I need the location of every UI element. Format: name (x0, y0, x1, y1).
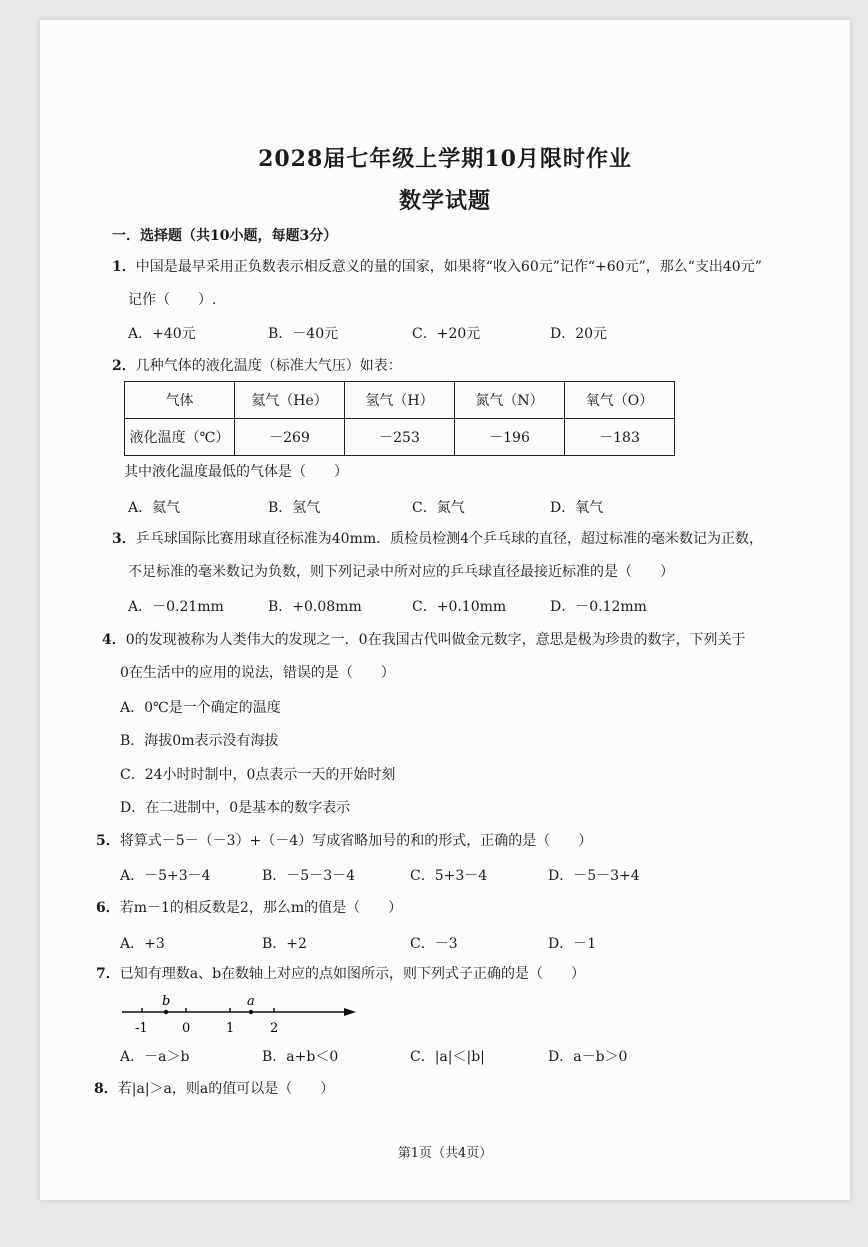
option-c: C．|a|＜|b| (410, 1049, 485, 1065)
tick-label: 0 (182, 1021, 191, 1036)
point-b-dot (164, 1010, 168, 1014)
option-d: D．a－b＞0 (548, 1049, 628, 1065)
option-d: D．－0.12mm (550, 599, 647, 615)
table-cell: －253 (345, 419, 455, 456)
question-number: 6． (96, 900, 120, 916)
question-number: 5． (96, 833, 120, 849)
table-cell: 氦气（He） (235, 382, 345, 419)
question-2 (112, 355, 402, 377)
option-c: C．－3 (410, 936, 458, 952)
table-cell: 氮气（N） (455, 382, 565, 419)
option-d: D．20元 (550, 326, 608, 342)
question-number: 4． (102, 632, 126, 648)
question-text: 若|a|＞a，则a的值可以是（ ） (117, 1081, 335, 1097)
question-number: 2． (112, 358, 136, 374)
question-text: 乒乓球国际比赛用球直径标准为40mm．质检员检测4个乒乓球的直径，超过标准的毫米数记为正数， (135, 531, 764, 547)
option-c: C．5+3－4 (410, 868, 488, 884)
exam-page (40, 20, 850, 1200)
table-cell: －269 (235, 419, 345, 456)
option-a: A．+40元 (128, 326, 196, 342)
option-d: D．氧气 (550, 500, 604, 516)
section-heading: 一．选择题（共10小题，每题3分） (112, 228, 338, 244)
table-cell: －196 (455, 419, 565, 456)
question-number: 8． (94, 1081, 118, 1097)
option-a: A．氦气 (128, 500, 181, 516)
option-a: A．－0.21mm (128, 599, 224, 615)
gas-table (124, 381, 675, 456)
option-c: C．+0.10mm (412, 599, 507, 615)
question-3-line2: 不足标准的毫米数记为负数，则下列记录中所对应的乒乓球直径最接近标准的是（ ） (128, 564, 674, 580)
table-cell: 液化温度（℃） (125, 419, 235, 456)
question-5 (96, 830, 592, 852)
question-1-line2: 记作（ ）. (128, 292, 217, 308)
question-1 (112, 256, 762, 278)
question-2-followup: 其中液化温度最低的气体是（ ） (124, 464, 348, 480)
question-4 (102, 629, 746, 651)
option-b: B．－40元 (268, 326, 339, 342)
table-cell: 氧气（O） (565, 382, 675, 419)
option-a: A．－a＞b (120, 1049, 190, 1065)
option-b: B．+2 (262, 936, 307, 952)
number-line-figure (120, 993, 360, 1043)
question-text: 几种气体的液化温度（标准大气压）如表： (135, 358, 402, 374)
option-d: D．－5－3+4 (548, 868, 640, 884)
option-a: A．+3 (120, 936, 165, 952)
question-text: 0的发现被称为人类伟大的发现之一．0在我国古代叫做金元数字，意思是极为珍贵的数字，下列关于 (125, 632, 746, 648)
option-c: C．氮气 (412, 500, 465, 516)
question-number: 1． (112, 259, 136, 275)
option-d: D．在二进制中，0是基本的数字表示 (120, 800, 351, 816)
question-3 (112, 528, 763, 550)
exam-title: 2028届七年级上学期10月限时作业 (258, 146, 632, 172)
table-row (125, 419, 675, 456)
question-text: 已知有理数a、b在数轴上对应的点如图所示，则下列式子正确的是（ ） (119, 966, 586, 982)
question-6 (96, 897, 402, 919)
option-b: B．－5－3－4 (262, 868, 356, 884)
table-cell: 氢气（H） (345, 382, 455, 419)
table-header-row (125, 382, 675, 419)
question-text: 将算式－5－（－3）+（－4）写成省略加号的和的形式，正确的是（ ） (119, 833, 593, 849)
exam-subtitle: 数学试题 (398, 188, 491, 214)
question-number: 7． (96, 966, 120, 982)
page-footer: 第1页（共4页） (397, 1146, 493, 1161)
point-b-label: b (162, 994, 171, 1009)
arrow-right-icon (344, 1008, 356, 1016)
tick-label: 2 (270, 1021, 279, 1036)
question-text: 若m－1的相反数是2，那么m的值是（ ） (119, 900, 403, 916)
option-b: B．氢气 (268, 500, 321, 516)
tick-label: -1 (135, 1021, 148, 1036)
option-b: B．+0.08mm (268, 599, 362, 615)
question-text: 中国是最早采用正负数表示相反意义的量的国家，如果将“收入60元”记作“+60元”，那么“支出40元” (135, 259, 762, 275)
point-a-label: a (247, 994, 255, 1009)
question-8 (94, 1078, 334, 1100)
point-a-dot (249, 1010, 253, 1014)
option-a: A．－5+3－4 (120, 868, 211, 884)
option-c: C．24小时时制中，0点表示一天的开始时刻 (120, 767, 396, 783)
option-c: C．+20元 (412, 326, 481, 342)
option-d: D．－1 (548, 936, 597, 952)
table-cell: 气体 (125, 382, 235, 419)
tick-label: 1 (226, 1021, 235, 1036)
option-b: B．a+b＜0 (262, 1049, 339, 1065)
question-4-line2: 0在生活中的应用的说法，错误的是（ ） (120, 665, 395, 681)
option-b: B．海拔0m表示没有海拔 (120, 733, 279, 749)
option-a: A．0℃是一个确定的温度 (120, 700, 281, 716)
question-number: 3． (112, 531, 136, 547)
table-cell: －183 (565, 419, 675, 456)
question-7 (96, 963, 585, 985)
